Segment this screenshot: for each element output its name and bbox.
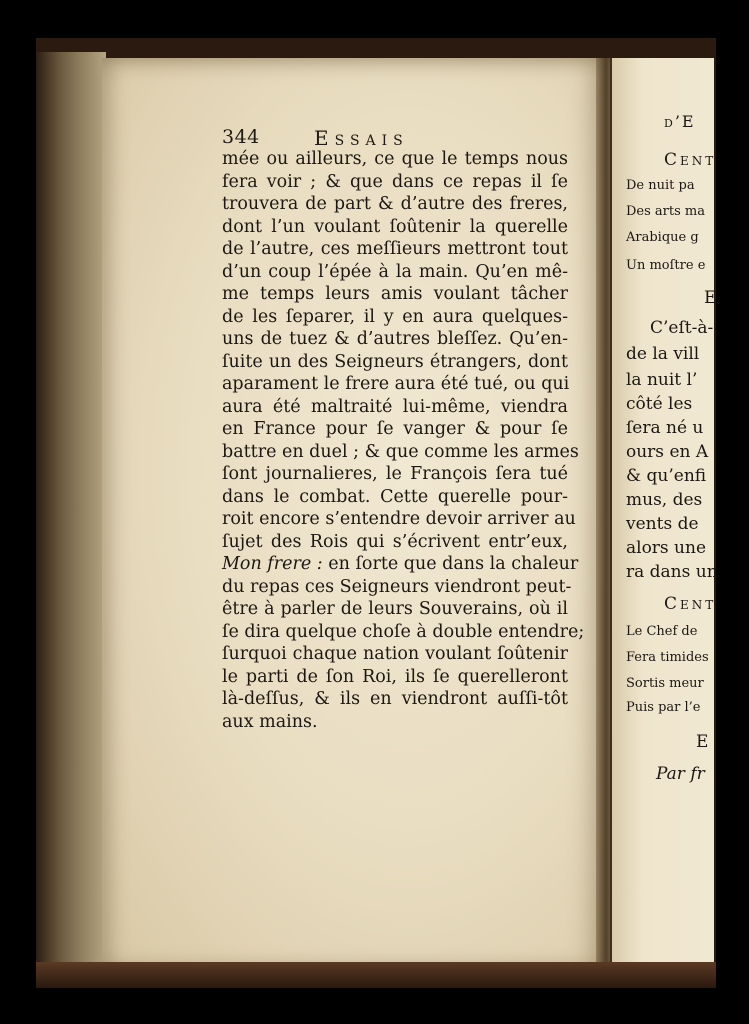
text-line: d’un coup l’épée à la main. Qu’en mê- [222, 261, 568, 282]
right-page-line: mus, des [626, 490, 703, 510]
text-line: aura été maltraité lui-même, viendra [222, 396, 568, 417]
text-line: ſurquoi chaque nation voulant ſoûtenir [222, 644, 568, 664]
right-page-line: Par fr [656, 764, 705, 784]
right-page-line: côté les [626, 394, 693, 414]
text-line: être à parler de leurs Souverains, où il [222, 599, 568, 619]
right-page-line: Un moſtre e [626, 258, 706, 273]
text-line: roit encore s’entendre devoir arriver au [222, 509, 576, 529]
text-line: aparament le frere aura été tué, ou qui [222, 374, 570, 394]
text-line: mée ou ailleurs, ce que le temps nous [222, 149, 568, 169]
right-page-line: ours en A [626, 442, 709, 462]
right-page-line: E [704, 288, 720, 308]
right-page-line: alors une [626, 538, 707, 558]
right-page-line: de la vill [626, 344, 700, 364]
italic-phrase: Mon frere : [222, 554, 323, 574]
text-line-last: aux mains. [222, 711, 318, 732]
right-page-line: Des arts ma [626, 204, 705, 219]
text-line: battre en duel ; & que comme les armes [222, 441, 579, 462]
right-page-line: ra dans un [626, 562, 718, 582]
running-head: Essais [314, 126, 409, 150]
text-line: ſont journalieres, le François ſera tué [222, 464, 568, 484]
right-page-line: C’eſt-à- [650, 318, 714, 338]
text-line: dont l’un voulant ſoûtenir la querelle [222, 216, 568, 237]
right-page-line: Le Chef de [626, 624, 698, 639]
text-line: fera voir ; & que dans ce repas il ſe [222, 171, 568, 192]
right-page-line: Arabique g [626, 230, 699, 245]
text-line: uns de tuez & d’autres bleſſez. Qu’en- [222, 329, 568, 349]
text-line: ſuite un des Seigneurs étrangers, dont [222, 351, 568, 372]
text-line: de les ſeparer, il y en aura quelques- [222, 306, 568, 327]
text-line: le parti de ſon Roi, ils ſe querelleront [222, 666, 568, 687]
right-page-line: Puis par l’e [626, 700, 701, 715]
right-page-line: ſera né u [626, 418, 704, 438]
right-page-line: la nuit l’ [626, 370, 698, 390]
right-page-line: vents de [626, 514, 699, 534]
text-line: de l’autre, ces meſſieurs mettront tout [222, 239, 568, 259]
text-line: là-deſſus, & ils en viendront auſſi-tôt [222, 689, 568, 709]
right-page-line: Cent [664, 150, 717, 170]
text-line: dans le combat. Cette querelle pour- [222, 486, 568, 507]
right-page-line: Cent [664, 594, 717, 614]
text-line: me temps leurs amis voulant tâcher [222, 284, 568, 304]
right-page-line: De nuit pa [626, 178, 695, 193]
right-page-line: & qu’enfi [626, 466, 707, 486]
right-page-line: E [696, 732, 712, 752]
book-bottom-edge [36, 962, 716, 988]
text-line: trouvera de part & d’autre des freres, [222, 194, 568, 214]
right-page-line: Sortis meur [626, 676, 704, 691]
text-line: en France pour ſe vanger & pour ſe [222, 419, 568, 439]
right-page-header: d’E [664, 112, 696, 131]
text-line: du repas ces Seigneurs viendront peut- [222, 576, 572, 597]
text-line: ſe dira quelque choſe à double entendre; [222, 621, 585, 642]
right-page-line: Fera timides [626, 650, 709, 665]
page-number: 344 [222, 126, 260, 148]
text-line: ſujet des Rois qui s’écrivent entr’eux, [222, 531, 568, 552]
text-line-rest: en ſorte que dans la chaleur [328, 554, 579, 574]
